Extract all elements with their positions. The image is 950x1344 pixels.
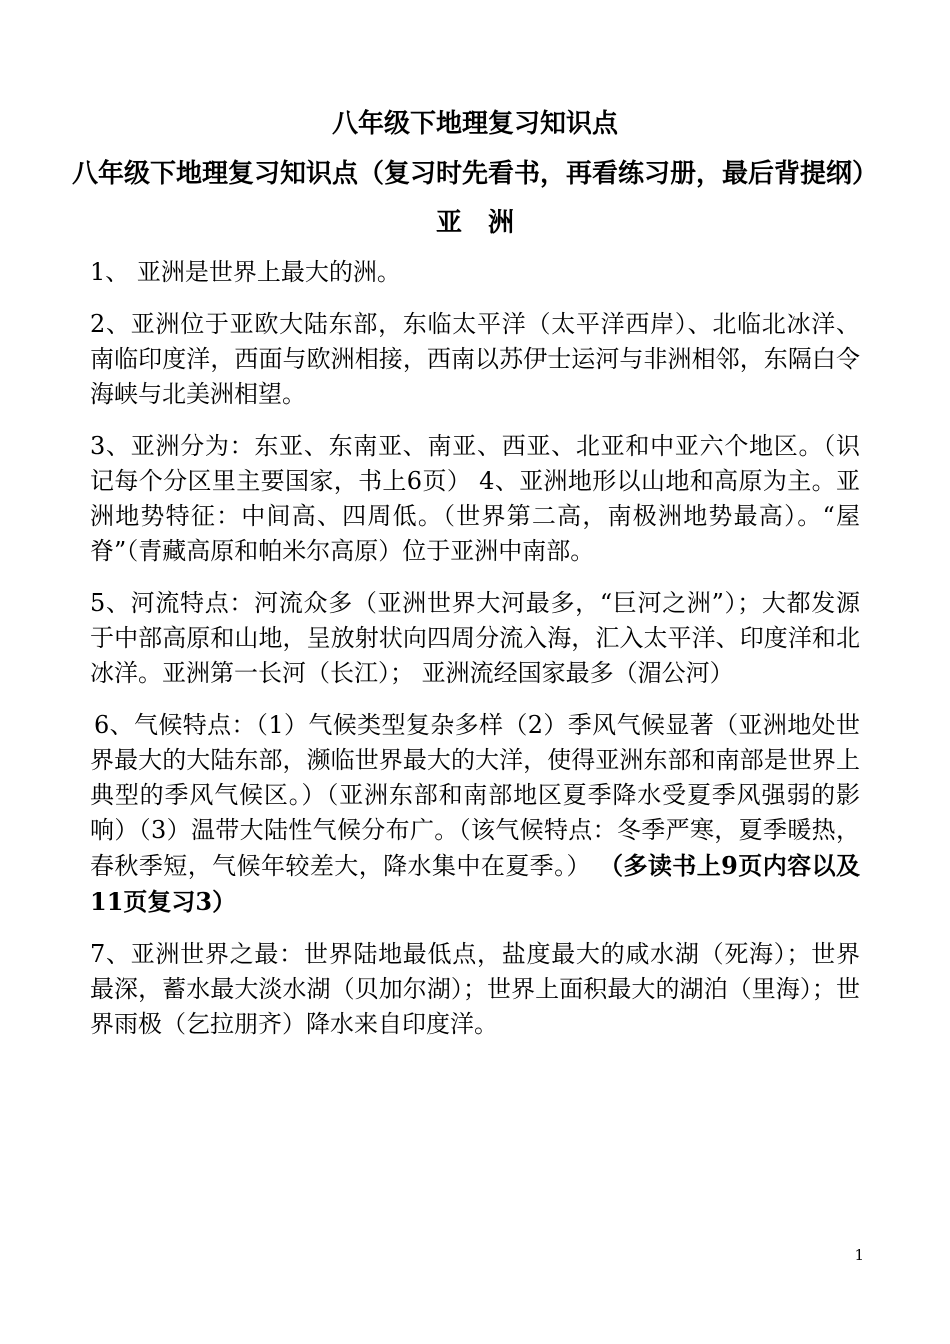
paragraph-7: 7、亚洲世界之最：世界陆地最低点，盐度最大的咸水湖（死海）；世界最深，蓄水最大淡水湖（贝加尔湖）；世界上面积最大的湖泊（里海）；世界雨极（乞拉朋齐）降水来自印度洋。 bbox=[90, 940, 860, 1038]
paragraph-6 bbox=[90, 708, 860, 920]
paragraph-6-bold-note: （多读书上9页内容以及11页复习3） bbox=[90, 851, 860, 916]
section-heading: 亚洲 bbox=[435, 208, 540, 238]
document-subtitle: 八年级下地理复习知识点（复习时先看书，再看练习册，最后背提纲） bbox=[71, 159, 878, 189]
paragraph-1: 1、 亚洲是世界上最大的洲。 bbox=[90, 258, 401, 286]
document-body bbox=[90, 255, 860, 1059]
paragraph-5: 5、河流特点：河流众多（亚洲世界大河最多，“巨河之洲”）；大都发源于中部高原和山地，呈放射状向四周分流入海，汇入太平洋、印度洋和北冰洋。亚洲第一长河（长江）； 亚洲流经国家最多（湄公河） bbox=[90, 589, 860, 687]
page-number: 1 bbox=[854, 1246, 864, 1264]
paragraph-3: 3、亚洲分为：东亚、东南亚、南亚、西亚、北亚和中亚六个地区。（识记每个分区里主要国家，书上6页） 4、亚洲地形以山地和高原为主。亚洲地势特征：中间高、四周低。（世界第二高，南极洲地势最高）。“屋脊”（青藏高原和帕米尔高原）位于亚洲中南部。 bbox=[90, 432, 860, 565]
paragraph-2: 2、亚洲位于亚欧大陆东部，东临太平洋（太平洋西岸）、北临北冰洋、南临印度洋，西面与欧洲相接，西南以苏伊士运河与非洲相邻，东隔白令海峡与北美洲相望。 bbox=[90, 310, 860, 408]
paragraph-6-text: 6、气候特点：（1）气候类型复杂多样（2）季风气候显著（亚洲地处世界最大的大陆东部，濒临世界最大的大洋，使得亚洲东部和南部是世界上典型的季风气候区。）（亚洲东部和南部地区夏季降水受夏季风强弱的影响）（3）温带大陆性气候分布广。（该气候特点：冬季严寒，夏季暖热，春秋季短，气候年较差大，降水集中在夏季。） bbox=[90, 711, 860, 880]
document-title: 八年级下地理复习知识点 bbox=[331, 109, 618, 139]
